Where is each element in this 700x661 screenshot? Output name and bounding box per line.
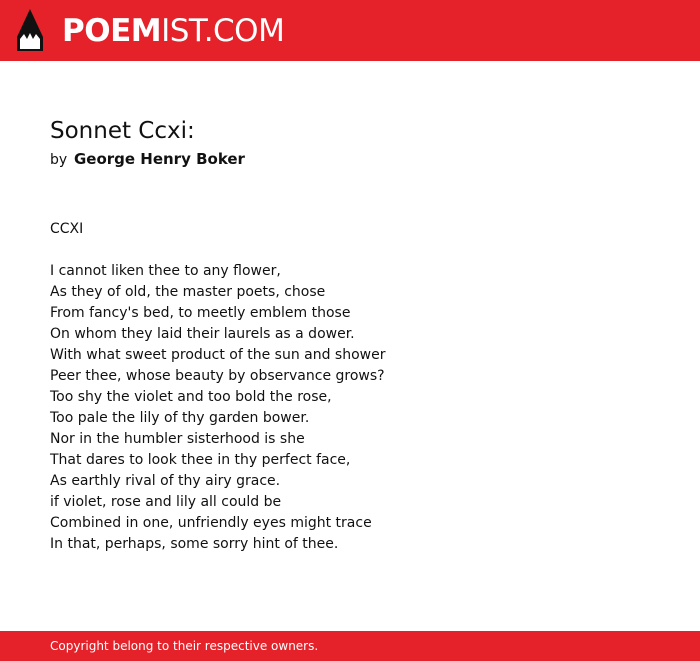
poem-line: In that, perhaps, some sorry hint of thee. <box>50 536 339 552</box>
poem-body <box>50 219 386 555</box>
poem-line: From fancy's bed, to meetly emblem those <box>50 305 351 321</box>
site-logo[interactable] <box>62 11 284 51</box>
poem-line: On whom they laid their laurels as a dower. <box>50 326 355 342</box>
poem-line: As they of old, the master poets, chose <box>50 284 326 300</box>
site-footer <box>0 631 700 661</box>
poem-heading: CCXI <box>50 221 84 237</box>
poem-line: Peer thee, whose beauty by observance grows? <box>50 368 385 384</box>
poem-line: Combined in one, unfriendly eyes might trace <box>50 515 372 531</box>
pencil-tip-icon[interactable] <box>16 9 44 52</box>
copyright-notice: Copyright belong to their respective owners. <box>50 639 319 653</box>
poem-line: With what sweet product of the sun and shower <box>50 347 386 363</box>
poem-line: Too pale the lily of thy garden bower. <box>50 410 310 426</box>
stanza-gap <box>50 240 386 261</box>
by-label: by <box>50 152 68 168</box>
poem-line: Too shy the violet and too bold the rose, <box>50 389 332 405</box>
logo-light-text: IST.COM <box>161 13 285 49</box>
poem-title: Sonnet Ccxi: <box>50 118 195 144</box>
logo-bold-text: POEM <box>62 13 162 49</box>
poem-line: That dares to look thee in thy perfect face, <box>50 452 351 468</box>
site-header <box>0 0 700 61</box>
author-name: George Henry Boker <box>73 150 245 168</box>
poem-line: Nor in the humbler sisterhood is she <box>50 431 305 447</box>
poem-line: if violet, rose and lily all could be <box>50 494 282 510</box>
poem-line: As earthly rival of thy airy grace. <box>50 473 281 489</box>
byline <box>50 149 245 170</box>
poem-line: I cannot liken thee to any flower, <box>50 263 281 279</box>
